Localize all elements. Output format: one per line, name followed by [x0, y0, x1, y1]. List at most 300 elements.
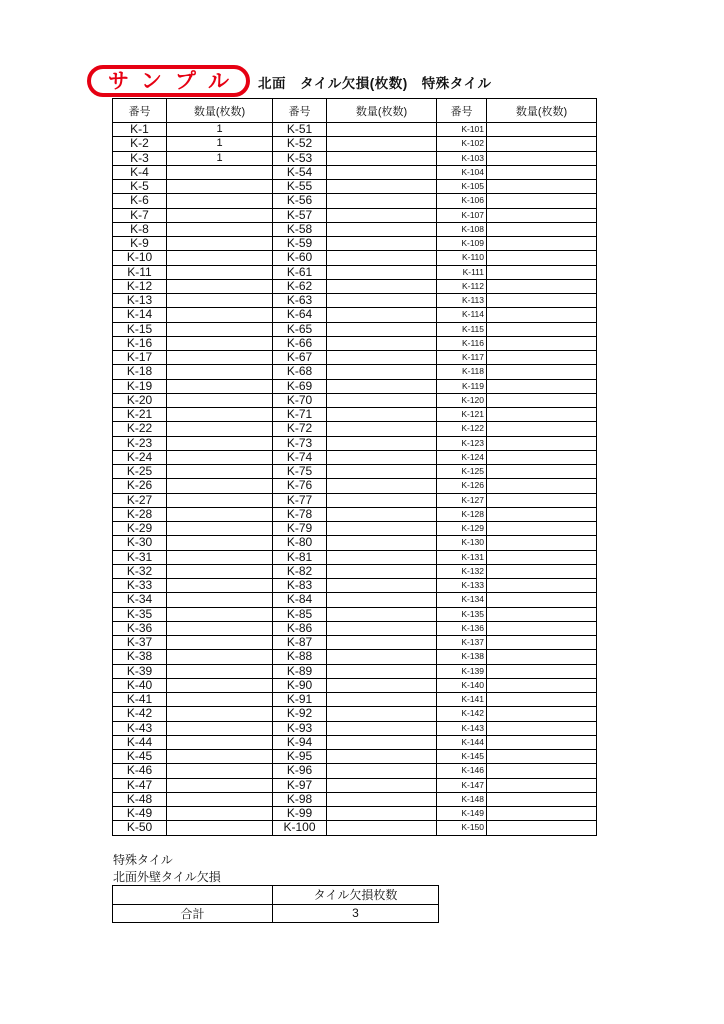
cell-number: K-2 [113, 137, 167, 151]
cell-number: K-20 [113, 393, 167, 407]
table-row [113, 735, 597, 749]
cell-quantity [487, 735, 597, 749]
cell-quantity [327, 479, 437, 493]
cell-quantity [327, 180, 437, 194]
table-row [113, 778, 597, 792]
cell-number: K-21 [113, 408, 167, 422]
table-row [113, 151, 597, 165]
cell-quantity [327, 279, 437, 293]
cell-quantity [487, 279, 597, 293]
cell-quantity [167, 821, 273, 835]
cell-number: K-98 [273, 792, 327, 806]
table-row [113, 322, 597, 336]
table-row [113, 721, 597, 735]
cell-number: K-3 [113, 151, 167, 165]
cell-number: K-107 [437, 208, 487, 222]
cell-quantity [327, 507, 437, 521]
cell-quantity [487, 721, 597, 735]
cell-quantity [327, 721, 437, 735]
header-quantity-3: 数量(枚数) [487, 99, 597, 123]
cell-number: K-68 [273, 365, 327, 379]
cell-quantity [487, 237, 597, 251]
cell-quantity [327, 778, 437, 792]
cell-number: K-80 [273, 536, 327, 550]
cell-number: K-96 [273, 764, 327, 778]
cell-number: K-99 [273, 807, 327, 821]
cell-quantity [167, 536, 273, 550]
cell-number: K-140 [437, 678, 487, 692]
cell-quantity [487, 465, 597, 479]
cell-quantity: 1 [167, 151, 273, 165]
cell-quantity [167, 778, 273, 792]
cell-number: K-129 [437, 522, 487, 536]
cell-quantity [487, 593, 597, 607]
cell-quantity [167, 265, 273, 279]
cell-number: K-147 [437, 778, 487, 792]
cell-number: K-54 [273, 165, 327, 179]
cell-quantity [167, 579, 273, 593]
cell-quantity [167, 251, 273, 265]
cell-quantity [487, 265, 597, 279]
cell-number: K-109 [437, 237, 487, 251]
table-row [113, 422, 597, 436]
cell-number: K-135 [437, 607, 487, 621]
cell-quantity [167, 792, 273, 806]
cell-number: K-57 [273, 208, 327, 222]
cell-number: K-28 [113, 507, 167, 521]
cell-number: K-92 [273, 707, 327, 721]
cell-quantity [167, 664, 273, 678]
cell-number: K-118 [437, 365, 487, 379]
cell-number: K-23 [113, 436, 167, 450]
cell-number: K-97 [273, 778, 327, 792]
cell-quantity [487, 379, 597, 393]
cell-number: K-114 [437, 308, 487, 322]
cell-number: K-61 [273, 265, 327, 279]
cell-number: K-43 [113, 721, 167, 735]
cell-number: K-67 [273, 351, 327, 365]
cell-number: K-66 [273, 336, 327, 350]
cell-quantity [487, 165, 597, 179]
cell-number: K-34 [113, 593, 167, 607]
summary-total-label: 合計 [113, 904, 273, 923]
cell-number: K-136 [437, 621, 487, 635]
cell-number: K-36 [113, 621, 167, 635]
cell-number: K-71 [273, 408, 327, 422]
cell-quantity [327, 735, 437, 749]
cell-quantity [167, 208, 273, 222]
cell-quantity [327, 351, 437, 365]
cell-quantity [327, 693, 437, 707]
cell-quantity [327, 294, 437, 308]
cell-number: K-83 [273, 579, 327, 593]
table-row [113, 336, 597, 350]
cell-number: K-125 [437, 465, 487, 479]
cell-quantity [167, 735, 273, 749]
cell-number: K-110 [437, 251, 487, 265]
cell-number: K-138 [437, 650, 487, 664]
cell-number: K-9 [113, 237, 167, 251]
table-header [113, 99, 597, 123]
cell-number: K-25 [113, 465, 167, 479]
cell-number: K-137 [437, 636, 487, 650]
cell-quantity [327, 322, 437, 336]
cell-quantity [167, 636, 273, 650]
cell-quantity [327, 194, 437, 208]
cell-number: K-32 [113, 564, 167, 578]
cell-number: K-78 [273, 507, 327, 521]
table-row [113, 123, 597, 137]
cell-quantity [167, 650, 273, 664]
cell-number: K-39 [113, 664, 167, 678]
cell-number: K-130 [437, 536, 487, 550]
cell-number: K-93 [273, 721, 327, 735]
cell-quantity [487, 636, 597, 650]
cell-number: K-10 [113, 251, 167, 265]
table-row [113, 693, 597, 707]
table-row [113, 593, 597, 607]
cell-number: K-29 [113, 522, 167, 536]
table-row [113, 650, 597, 664]
cell-quantity [167, 393, 273, 407]
table-row [113, 550, 597, 564]
cell-number: K-74 [273, 450, 327, 464]
cell-number: K-133 [437, 579, 487, 593]
table-row [113, 408, 597, 422]
cell-quantity [327, 579, 437, 593]
cell-quantity [167, 222, 273, 236]
cell-quantity [327, 821, 437, 835]
table-row [113, 607, 597, 621]
header-number-2: 番号 [273, 99, 327, 123]
cell-number: K-121 [437, 408, 487, 422]
table-row [113, 308, 597, 322]
header-number-3: 番号 [437, 99, 487, 123]
cell-quantity [487, 251, 597, 265]
cell-quantity [167, 750, 273, 764]
cell-quantity [327, 678, 437, 692]
cell-number: K-13 [113, 294, 167, 308]
cell-number: K-131 [437, 550, 487, 564]
table-row [113, 479, 597, 493]
cell-number: K-127 [437, 493, 487, 507]
cell-number: K-24 [113, 450, 167, 464]
cell-quantity [487, 493, 597, 507]
cell-number: K-62 [273, 279, 327, 293]
cell-number: K-86 [273, 621, 327, 635]
cell-quantity [167, 607, 273, 621]
summary-header-empty [113, 886, 273, 905]
cell-quantity [167, 322, 273, 336]
table-row [113, 536, 597, 550]
cell-number: K-103 [437, 151, 487, 165]
cell-number: K-26 [113, 479, 167, 493]
cell-quantity [487, 208, 597, 222]
header-number-1: 番号 [113, 99, 167, 123]
cell-quantity [327, 265, 437, 279]
cell-quantity [487, 778, 597, 792]
summary-total-value: 3 [273, 904, 439, 923]
cell-quantity [327, 664, 437, 678]
cell-quantity [327, 536, 437, 550]
cell-number: K-64 [273, 308, 327, 322]
cell-quantity [167, 351, 273, 365]
cell-quantity [327, 137, 437, 151]
cell-number: K-18 [113, 365, 167, 379]
cell-quantity [327, 308, 437, 322]
cell-number: K-85 [273, 607, 327, 621]
cell-quantity [487, 222, 597, 236]
cell-quantity [167, 721, 273, 735]
cell-number: K-15 [113, 322, 167, 336]
table-row [113, 807, 597, 821]
cell-quantity [167, 678, 273, 692]
cell-number: K-79 [273, 522, 327, 536]
cell-number: K-35 [113, 607, 167, 621]
cell-quantity [327, 336, 437, 350]
table-row [113, 764, 597, 778]
cell-quantity [487, 365, 597, 379]
cell-quantity [327, 465, 437, 479]
cell-quantity [167, 479, 273, 493]
cell-quantity [167, 365, 273, 379]
table-row [113, 379, 597, 393]
cell-quantity [167, 436, 273, 450]
cell-number: K-84 [273, 593, 327, 607]
cell-number: K-104 [437, 165, 487, 179]
cell-quantity [167, 507, 273, 521]
table-row [113, 707, 597, 721]
cell-number: K-145 [437, 750, 487, 764]
cell-number: K-27 [113, 493, 167, 507]
cell-quantity [487, 621, 597, 635]
summary-total-row [113, 904, 439, 923]
cell-quantity [327, 408, 437, 422]
cell-quantity [487, 322, 597, 336]
cell-number: K-88 [273, 650, 327, 664]
cell-quantity [327, 650, 437, 664]
table-row [113, 436, 597, 450]
cell-number: K-73 [273, 436, 327, 450]
summary-header-count: タイル欠損枚数 [273, 886, 439, 905]
cell-quantity [327, 807, 437, 821]
cell-quantity [167, 707, 273, 721]
cell-quantity [487, 607, 597, 621]
cell-number: K-87 [273, 636, 327, 650]
cell-number: K-56 [273, 194, 327, 208]
cell-quantity [487, 764, 597, 778]
cell-quantity [327, 436, 437, 450]
table-row [113, 265, 597, 279]
cell-quantity [487, 664, 597, 678]
table-row [113, 522, 597, 536]
cell-quantity [327, 607, 437, 621]
cell-number: K-116 [437, 336, 487, 350]
cell-number: K-102 [437, 137, 487, 151]
cell-number: K-46 [113, 764, 167, 778]
cell-quantity [487, 137, 597, 151]
table-row [113, 465, 597, 479]
page-title: 北面 タイル欠損(枚数) 特殊タイル [258, 76, 492, 91]
cell-quantity [327, 365, 437, 379]
cell-quantity [167, 564, 273, 578]
cell-quantity [487, 522, 597, 536]
cell-quantity [487, 507, 597, 521]
cell-number: K-42 [113, 707, 167, 721]
cell-number: K-100 [273, 821, 327, 835]
footer-label-north-wall: 北面外壁タイル欠損 [113, 870, 221, 884]
cell-number: K-72 [273, 422, 327, 436]
cell-quantity [487, 750, 597, 764]
cell-quantity [327, 222, 437, 236]
table-row [113, 180, 597, 194]
cell-number: K-50 [113, 821, 167, 835]
cell-number: K-123 [437, 436, 487, 450]
cell-number: K-1 [113, 123, 167, 137]
cell-quantity [167, 807, 273, 821]
cell-number: K-38 [113, 650, 167, 664]
cell-number: K-106 [437, 194, 487, 208]
cell-quantity [327, 165, 437, 179]
cell-number: K-16 [113, 336, 167, 350]
cell-quantity [167, 308, 273, 322]
cell-quantity: 1 [167, 123, 273, 137]
cell-number: K-7 [113, 208, 167, 222]
summary-header-row [113, 886, 439, 905]
cell-number: K-117 [437, 351, 487, 365]
header-quantity-1: 数量(枚数) [167, 99, 273, 123]
cell-number: K-126 [437, 479, 487, 493]
cell-number: K-40 [113, 678, 167, 692]
cell-number: K-47 [113, 778, 167, 792]
table-row [113, 222, 597, 236]
table-row [113, 792, 597, 806]
cell-number: K-89 [273, 664, 327, 678]
cell-number: K-111 [437, 265, 487, 279]
footer-label-special-tile: 特殊タイル [113, 853, 173, 867]
cell-number: K-94 [273, 735, 327, 749]
cell-quantity [327, 379, 437, 393]
cell-quantity [167, 279, 273, 293]
table-row [113, 678, 597, 692]
table-header-row [113, 99, 597, 123]
cell-quantity [487, 436, 597, 450]
cell-quantity [487, 194, 597, 208]
cell-quantity [487, 807, 597, 821]
cell-quantity [487, 579, 597, 593]
cell-number: K-70 [273, 393, 327, 407]
cell-number: K-134 [437, 593, 487, 607]
cell-number: K-148 [437, 792, 487, 806]
cell-quantity [327, 493, 437, 507]
table-row [113, 450, 597, 464]
cell-number: K-128 [437, 507, 487, 521]
cell-number: K-81 [273, 550, 327, 564]
cell-number: K-119 [437, 379, 487, 393]
cell-quantity [487, 123, 597, 137]
cell-number: K-77 [273, 493, 327, 507]
cell-number: K-95 [273, 750, 327, 764]
cell-number: K-141 [437, 693, 487, 707]
table-row [113, 137, 597, 151]
table-row [113, 208, 597, 222]
table-row [113, 636, 597, 650]
cell-number: K-139 [437, 664, 487, 678]
cell-number: K-76 [273, 479, 327, 493]
cell-quantity [167, 194, 273, 208]
cell-number: K-149 [437, 807, 487, 821]
summary-table [112, 885, 439, 923]
cell-quantity [327, 550, 437, 564]
cell-quantity [487, 351, 597, 365]
cell-quantity [327, 792, 437, 806]
cell-number: K-17 [113, 351, 167, 365]
cell-quantity [327, 151, 437, 165]
cell-quantity [487, 792, 597, 806]
cell-quantity [167, 693, 273, 707]
sample-stamp-label: サンプル [107, 69, 243, 93]
main-table-body [113, 123, 597, 836]
cell-number: K-122 [437, 422, 487, 436]
cell-number: K-105 [437, 180, 487, 194]
cell-quantity [487, 564, 597, 578]
cell-quantity [487, 693, 597, 707]
cell-quantity [327, 208, 437, 222]
cell-quantity [167, 422, 273, 436]
cell-quantity [167, 621, 273, 635]
cell-quantity [167, 593, 273, 607]
cell-number: K-14 [113, 308, 167, 322]
cell-quantity [167, 379, 273, 393]
cell-number: K-82 [273, 564, 327, 578]
cell-number: K-4 [113, 165, 167, 179]
cell-quantity [327, 707, 437, 721]
cell-number: K-120 [437, 393, 487, 407]
cell-quantity [327, 237, 437, 251]
table-row [113, 365, 597, 379]
table-row [113, 621, 597, 635]
cell-quantity [167, 450, 273, 464]
cell-number: K-112 [437, 279, 487, 293]
cell-number: K-44 [113, 735, 167, 749]
cell-quantity [487, 536, 597, 550]
cell-quantity [487, 707, 597, 721]
cell-number: K-55 [273, 180, 327, 194]
cell-quantity [327, 564, 437, 578]
table-row [113, 393, 597, 407]
cell-number: K-22 [113, 422, 167, 436]
table-row [113, 351, 597, 365]
cell-quantity [167, 336, 273, 350]
cell-quantity [487, 308, 597, 322]
table-row [113, 237, 597, 251]
cell-quantity [487, 294, 597, 308]
header-quantity-2: 数量(枚数) [327, 99, 437, 123]
cell-number: K-90 [273, 678, 327, 692]
cell-number: K-115 [437, 322, 487, 336]
cell-quantity [487, 550, 597, 564]
cell-quantity [487, 650, 597, 664]
table-row [113, 564, 597, 578]
table-row [113, 294, 597, 308]
cell-number: K-31 [113, 550, 167, 564]
cell-quantity [487, 393, 597, 407]
cell-number: K-150 [437, 821, 487, 835]
table-row [113, 507, 597, 521]
cell-number: K-132 [437, 564, 487, 578]
cell-quantity [167, 550, 273, 564]
cell-number: K-58 [273, 222, 327, 236]
